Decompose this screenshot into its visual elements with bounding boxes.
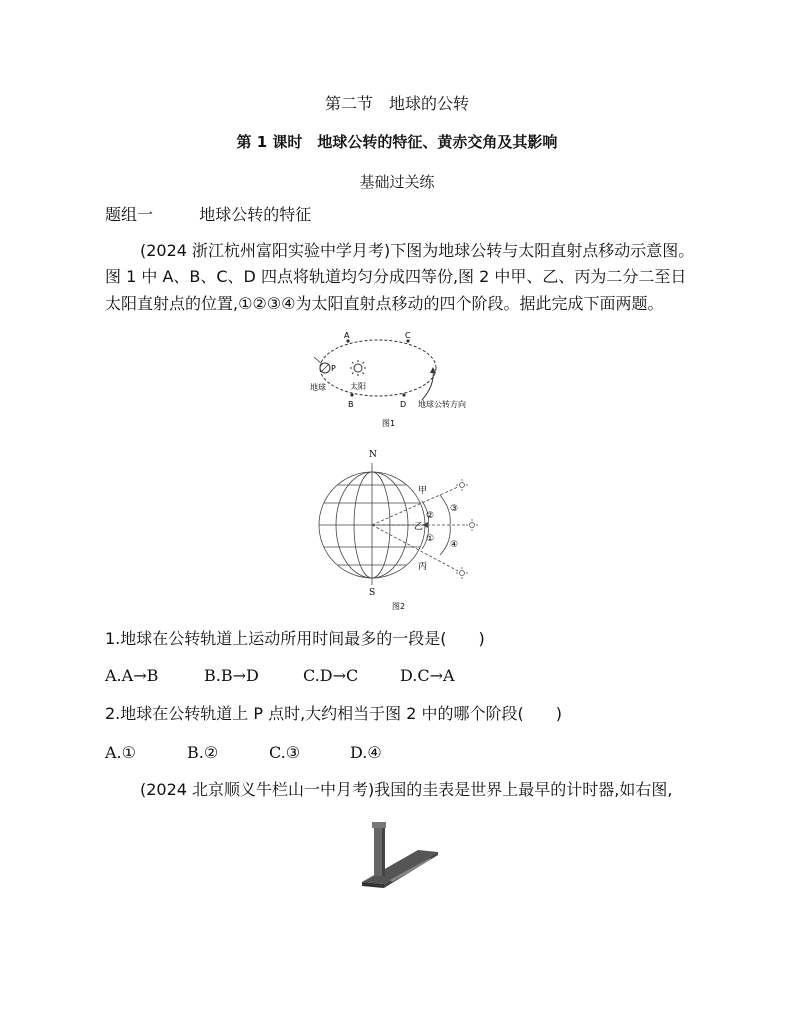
label-d: D — [400, 400, 407, 409]
label-sun: 太阳 — [350, 382, 366, 391]
group-label: 题组一 — [105, 205, 154, 224]
passage1-line3: 太阳直射点的位置,①②③④为太阳直射点移动的四个阶段。据此完成下面两题。 — [105, 294, 664, 313]
label-yi: 乙 — [414, 522, 424, 532]
figure1-caption: 图1 — [382, 419, 396, 428]
orbit-ellipse — [320, 340, 436, 396]
sun-icon — [350, 360, 366, 376]
label-direction: 地球公转方向 — [418, 400, 466, 409]
label-bing: 丙 — [418, 562, 428, 572]
label-south: S — [369, 588, 376, 598]
label-c: C — [405, 331, 411, 340]
sun-icon — [456, 479, 478, 579]
q2-option-c[interactable]: C.③ — [269, 743, 301, 762]
point-d-marker — [402, 393, 405, 396]
label-stage3: ③ — [450, 504, 459, 514]
figure2-globe-diagram — [310, 445, 490, 615]
label-north: N — [369, 450, 377, 460]
section-title: 第二节 地球的公转 — [324, 94, 469, 113]
passage1-line1: (2024 浙江杭州富阳实验中学月考)下图为地球公转与太阳直射点移动示意图。 — [140, 241, 695, 260]
passage2-line1: (2024 北京顺义牛栏山一中月考)我国的圭表是世界上最早的计时器,如右图, — [140, 780, 673, 799]
q2-option-a[interactable]: A.① — [105, 743, 136, 762]
label-stage4: ④ — [450, 540, 459, 550]
q1-option-a[interactable]: A.A→B — [105, 666, 159, 685]
question1-stem: 1.地球在公转轨道上运动所用时间最多的一段是( ) — [105, 629, 485, 648]
label-stage1: ① — [426, 534, 435, 544]
q1-option-c[interactable]: C.D→C — [303, 666, 359, 685]
q2-option-d[interactable]: D.④ — [350, 743, 382, 762]
point-b-marker — [350, 393, 353, 396]
label-jia: 甲 — [418, 486, 428, 496]
group-heading — [105, 207, 311, 223]
q1-option-b[interactable]: B.B→D — [204, 666, 259, 685]
passage1-line2: 图 1 中 A、B、C、D 四点将轨道均匀分成四等份,图 2 中甲、乙、丙为二分二至日 — [105, 267, 687, 286]
label-p: P — [331, 364, 336, 373]
figure1-orbit-diagram — [300, 330, 480, 430]
label-stage2: ② — [426, 511, 435, 521]
lesson-title: 第 1 课时 地球公转的特征、黄赤交角及其影响 — [236, 133, 558, 151]
practice-title: 基础过关练 — [359, 173, 435, 191]
gnomon-image — [360, 822, 440, 892]
figure2-caption: 图2 — [392, 602, 406, 611]
label-b: B — [348, 400, 354, 409]
question2-stem: 2.地球在公转轨道上 P 点时,大约相当于图 2 中的哪个阶段( ) — [105, 704, 563, 723]
q1-option-d[interactable]: D.C→A — [400, 666, 455, 685]
label-earth: 地球 — [310, 383, 326, 392]
group-title: 地球公转的特征 — [199, 205, 312, 224]
q2-option-b[interactable]: B.② — [187, 743, 219, 762]
label-a: A — [344, 331, 350, 340]
